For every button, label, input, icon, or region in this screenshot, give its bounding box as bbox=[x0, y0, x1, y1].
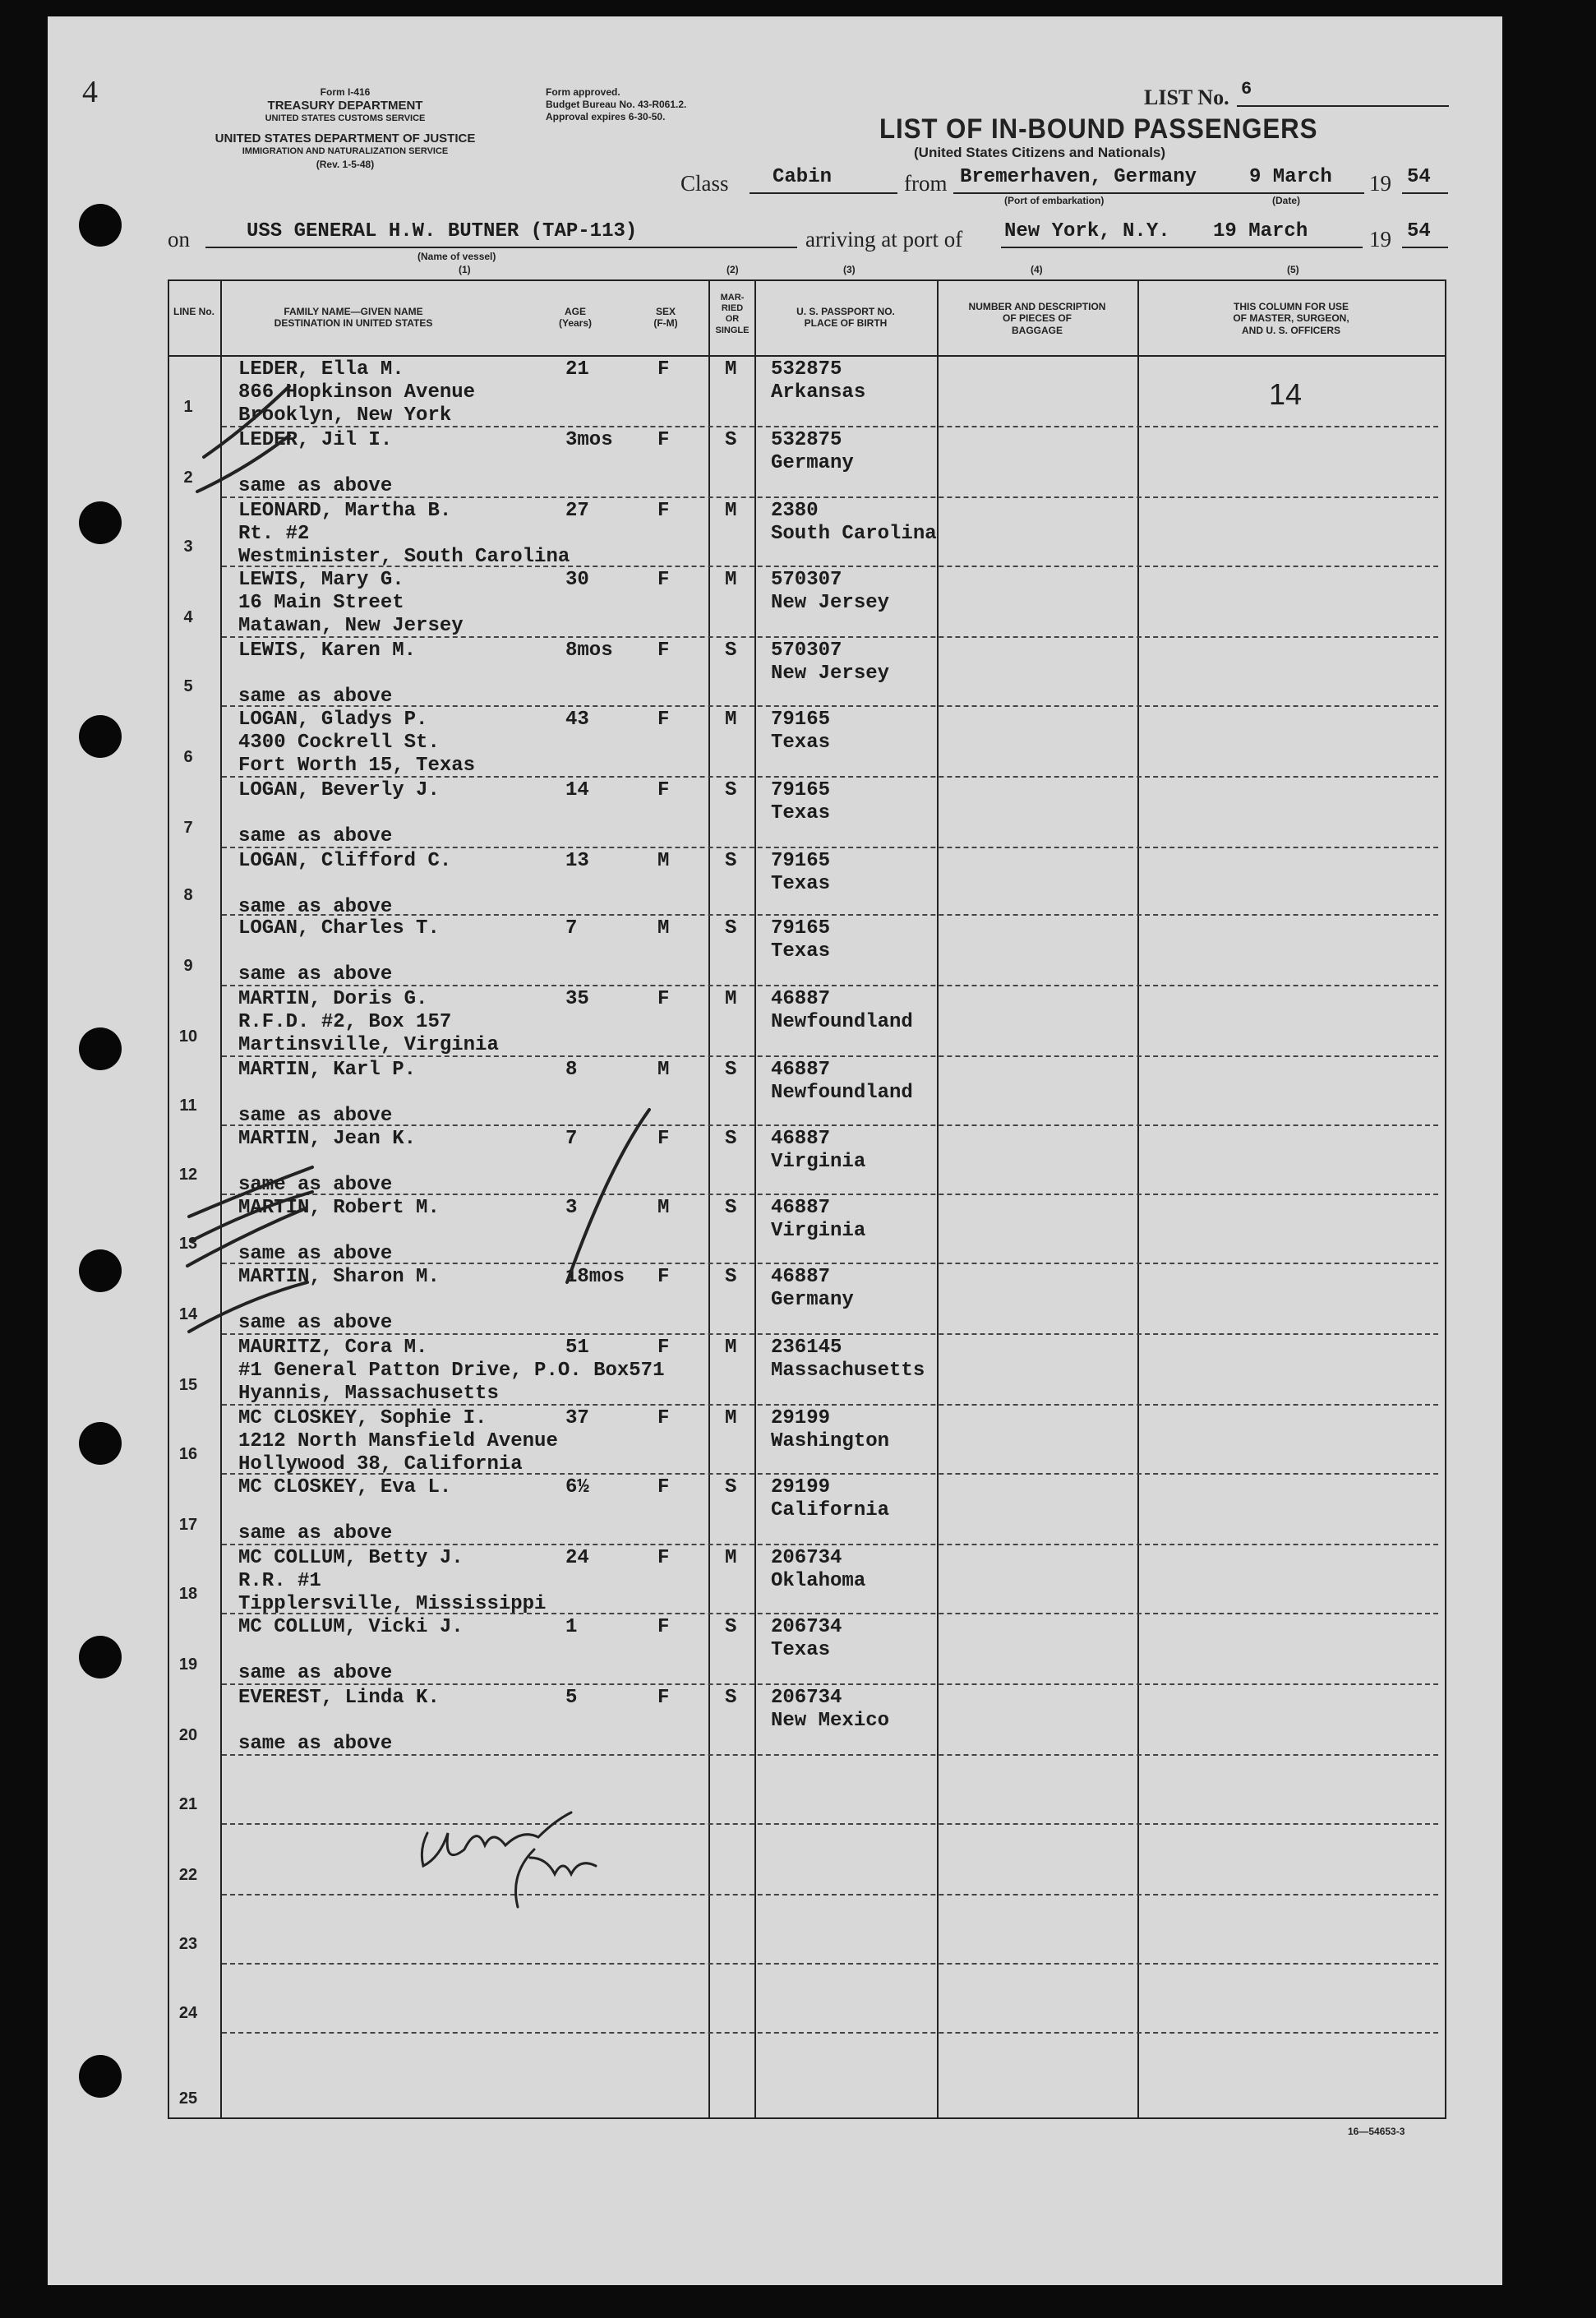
passenger-sex: F bbox=[657, 1337, 670, 1359]
form-title: LIST OF IN-BOUND PASSENGERS bbox=[879, 113, 1318, 145]
punch-hole bbox=[79, 1636, 122, 1678]
passenger-sex: F bbox=[657, 1547, 670, 1569]
passenger-age: 21 bbox=[565, 358, 589, 381]
header-name: FAMILY NAME—GIVEN NAME DESTINATION IN UNITED STATES bbox=[274, 306, 433, 330]
date-caption: (Date) bbox=[1272, 195, 1301, 206]
passenger-marital-status: S bbox=[725, 1059, 737, 1081]
passport-birthplace: 46887 Virginia bbox=[771, 1128, 866, 1173]
passenger-age: 18mos bbox=[565, 1266, 625, 1288]
passport-birthplace: 236145 Massachusetts bbox=[771, 1337, 925, 1382]
passenger-sex: M bbox=[657, 917, 670, 940]
passenger-sex: F bbox=[657, 569, 670, 591]
year-prefix: 19 bbox=[1369, 171, 1391, 196]
passenger-name-destination: LEDER, Ella M. 866 Hopkinson Avenue Brooklyn, New York bbox=[238, 358, 476, 427]
passenger-marital-status: S bbox=[725, 1197, 737, 1219]
class-value: Cabin bbox=[773, 166, 833, 188]
line-number: 2 bbox=[183, 469, 193, 487]
header-married: MAR- RIED OR SINGLE bbox=[715, 293, 750, 335]
handwritten-mark: 4 bbox=[82, 75, 98, 109]
line-number: 13 bbox=[178, 1235, 198, 1253]
passenger-name-destination: LEDER, Jil I. same as above bbox=[238, 429, 393, 497]
row-divider bbox=[222, 1404, 1438, 1406]
line-number: 4 bbox=[183, 608, 193, 626]
row-divider bbox=[222, 2032, 1438, 2034]
list-number-label: LIST No. bbox=[1144, 85, 1229, 109]
row-divider bbox=[222, 1613, 1438, 1614]
passport-birthplace: 79165 Texas bbox=[771, 917, 831, 963]
ins-label: IMMIGRATION AND NATURALIZATION SERVICE bbox=[242, 146, 449, 156]
passenger-marital-status: M bbox=[725, 1337, 737, 1359]
line-number: 16 bbox=[178, 1445, 198, 1463]
passenger-sex: M bbox=[657, 1059, 670, 1081]
vessel-caption: (Name of vessel) bbox=[417, 251, 496, 262]
arrival-port: New York, N.Y. bbox=[1004, 220, 1170, 242]
line-number: 9 bbox=[183, 957, 193, 975]
row-divider bbox=[222, 1683, 1438, 1685]
passenger-name-destination: LOGAN, Clifford C. same as above bbox=[238, 850, 452, 918]
passenger-age: 37 bbox=[565, 1407, 589, 1429]
row-divider bbox=[222, 636, 1438, 638]
passenger-name-destination: LEWIS, Mary G. 16 Main Street Matawan, New Jersey bbox=[238, 569, 464, 637]
passport-birthplace: 206734 New Mexico bbox=[771, 1687, 890, 1732]
form-approved: Form approved. bbox=[546, 86, 620, 98]
table-top-border bbox=[168, 279, 1446, 281]
arriving-label: arriving at port of bbox=[805, 227, 963, 252]
punch-hole bbox=[79, 1027, 122, 1070]
passenger-name-destination: LOGAN, Charles T. same as above bbox=[238, 917, 440, 986]
passenger-age: 5 bbox=[565, 1687, 578, 1709]
passenger-name-destination: MARTIN, Sharon M. same as above bbox=[238, 1266, 440, 1334]
passenger-name-destination: MAURITZ, Cora M. #1 General Patton Drive, P.O. Box571 Hyannis, Massachusetts bbox=[238, 1337, 665, 1405]
budget-bureau: Budget Bureau No. 43-R061.2. bbox=[546, 99, 687, 110]
passenger-marital-status: S bbox=[725, 429, 737, 451]
passenger-name-destination: MARTIN, Doris G. R.F.D. #2, Box 157 Martinsville, Virginia bbox=[238, 988, 499, 1056]
row-divider bbox=[222, 985, 1438, 986]
row-divider bbox=[222, 566, 1438, 567]
on-label: on bbox=[168, 227, 190, 252]
passenger-sex: F bbox=[657, 640, 670, 662]
row-divider bbox=[222, 426, 1438, 427]
passenger-marital-status: M bbox=[725, 500, 737, 522]
passenger-sex: M bbox=[657, 1197, 670, 1219]
passport-birthplace: 79165 Texas bbox=[771, 709, 831, 754]
passenger-name-destination: MARTIN, Robert M. same as above bbox=[238, 1197, 440, 1265]
passenger-age: 13 bbox=[565, 850, 589, 872]
class-label: Class bbox=[680, 171, 729, 196]
line-number: 23 bbox=[178, 1935, 198, 1953]
row-divider bbox=[222, 1263, 1438, 1264]
passenger-marital-status: S bbox=[725, 1616, 737, 1638]
passenger-sex: F bbox=[657, 429, 670, 451]
line-number: 24 bbox=[178, 2004, 198, 2022]
passenger-marital-status: S bbox=[725, 1128, 737, 1150]
line-number: 17 bbox=[178, 1516, 198, 1534]
line-number: 12 bbox=[178, 1166, 198, 1184]
passenger-sex: F bbox=[657, 1266, 670, 1288]
passenger-age: 1 bbox=[565, 1616, 578, 1638]
row-divider bbox=[222, 496, 1438, 498]
arrival-date: 19 March bbox=[1213, 220, 1308, 242]
passenger-marital-status: M bbox=[725, 709, 737, 731]
passenger-marital-status: M bbox=[725, 988, 737, 1010]
passenger-sex: F bbox=[657, 1476, 670, 1498]
passenger-marital-status: M bbox=[725, 569, 737, 591]
passport-birthplace: 46887 Virginia bbox=[771, 1197, 866, 1242]
rev-label: (Rev. 1-5-48) bbox=[316, 159, 375, 170]
line-number: 21 bbox=[178, 1795, 198, 1813]
line-number: 15 bbox=[178, 1376, 198, 1394]
customs-label: UNITED STATES CUSTOMS SERVICE bbox=[265, 113, 426, 123]
passenger-age: 35 bbox=[565, 988, 589, 1010]
passport-birthplace: 2380 South Carolina bbox=[771, 500, 937, 545]
line-number: 5 bbox=[183, 677, 193, 695]
row-divider bbox=[222, 1823, 1438, 1825]
passenger-name-destination: LEONARD, Martha B. Rt. #2 Westminister, South Carolina bbox=[238, 500, 570, 568]
punch-hole bbox=[79, 715, 122, 758]
passenger-age: 3mos bbox=[565, 429, 613, 451]
passenger-name-destination: LOGAN, Beverly J. same as above bbox=[238, 779, 440, 847]
punch-hole bbox=[79, 501, 122, 544]
col-number-4: (4) bbox=[1031, 264, 1043, 275]
passenger-marital-status: S bbox=[725, 640, 737, 662]
year-value: 54 bbox=[1407, 166, 1431, 188]
header-age: AGE (Years) bbox=[558, 306, 593, 330]
passenger-sex: F bbox=[657, 500, 670, 522]
passenger-age: 7 bbox=[565, 1128, 578, 1150]
line-number: 10 bbox=[178, 1027, 198, 1046]
line-number: 6 bbox=[183, 748, 193, 766]
passenger-marital-status: S bbox=[725, 779, 737, 801]
col-number-2: (2) bbox=[727, 264, 739, 275]
row-divider bbox=[222, 1894, 1438, 1895]
passenger-age: 14 bbox=[565, 779, 589, 801]
passenger-sex: F bbox=[657, 1407, 670, 1429]
passenger-marital-status: S bbox=[725, 1687, 737, 1709]
line-number: 11 bbox=[179, 1097, 197, 1115]
line-number: 19 bbox=[178, 1655, 198, 1674]
vessel-name: USS GENERAL H.W. BUTNER (TAP-113) bbox=[247, 220, 638, 242]
passenger-sex: F bbox=[657, 1616, 670, 1638]
line-number: 1 bbox=[183, 398, 193, 416]
punch-hole bbox=[79, 1249, 122, 1292]
embark-caption: (Port of embarkation) bbox=[1004, 195, 1105, 206]
passenger-name-destination: EVEREST, Linda K. same as above bbox=[238, 1687, 440, 1755]
passenger-age: 8mos bbox=[565, 640, 613, 662]
arrival-year: 54 bbox=[1407, 220, 1431, 242]
line-number: 7 bbox=[183, 819, 193, 837]
passenger-sex: M bbox=[657, 850, 670, 872]
passenger-sex: F bbox=[657, 988, 670, 1010]
punch-hole bbox=[79, 1422, 122, 1465]
passenger-name-destination: MARTIN, Karl P. same as above bbox=[238, 1059, 417, 1127]
passenger-name-destination: MC CLOSKEY, Sophie I. 1212 North Mansfield Avenue Hollywood 38, California bbox=[238, 1407, 558, 1475]
col-number-1: (1) bbox=[459, 264, 471, 275]
passenger-age: 43 bbox=[565, 709, 589, 731]
passenger-marital-status: S bbox=[725, 1266, 737, 1288]
passport-birthplace: 79165 Texas bbox=[771, 779, 831, 824]
line-number: 3 bbox=[183, 538, 193, 556]
punch-hole bbox=[79, 204, 122, 247]
passport-birthplace: 46887 Newfoundland bbox=[771, 988, 913, 1033]
passport-birthplace: 206734 Texas bbox=[771, 1616, 842, 1661]
row-divider bbox=[222, 1055, 1438, 1057]
list-number-value: 6 bbox=[1241, 79, 1252, 99]
passenger-marital-status: M bbox=[725, 1407, 737, 1429]
row-divider bbox=[222, 776, 1438, 778]
passenger-age: 6½ bbox=[565, 1476, 589, 1498]
passenger-marital-status: M bbox=[725, 358, 737, 381]
passport-birthplace: 532875 Germany bbox=[771, 429, 854, 474]
row-divider bbox=[222, 1963, 1438, 1965]
row-divider bbox=[222, 1473, 1438, 1475]
passenger-sex: F bbox=[657, 779, 670, 801]
passenger-age: 51 bbox=[565, 1337, 589, 1359]
passenger-marital-status: S bbox=[725, 1476, 737, 1498]
passport-birthplace: 29199 Washington bbox=[771, 1407, 890, 1452]
form-subtitle: (United States Citizens and Nationals) bbox=[914, 145, 1166, 160]
line-number: 14 bbox=[178, 1305, 198, 1323]
passport-birthplace: 79165 Texas bbox=[771, 850, 831, 895]
col-number-3: (3) bbox=[843, 264, 856, 275]
officer-note: 14 bbox=[1269, 377, 1303, 411]
header-sex: SEX (F-M) bbox=[653, 306, 678, 330]
passport-birthplace: 46887 Germany bbox=[771, 1266, 854, 1311]
approval-expires: Approval expires 6-30-50. bbox=[546, 111, 666, 122]
passenger-name-destination: MC COLLUM, Betty J. R.R. #1 Tipplersville, Mississippi bbox=[238, 1547, 547, 1615]
justice-label: UNITED STATES DEPARTMENT OF JUSTICE bbox=[214, 132, 476, 145]
table-header-border bbox=[168, 355, 1446, 357]
header-passport: U. S. PASSPORT NO. PLACE OF BIRTH bbox=[796, 306, 895, 330]
row-divider bbox=[222, 1194, 1438, 1195]
passport-birthplace: 570307 New Jersey bbox=[771, 640, 890, 685]
embarkation-date: 9 March bbox=[1249, 166, 1332, 188]
line-number: 20 bbox=[178, 1726, 198, 1744]
passenger-age: 3 bbox=[565, 1197, 578, 1219]
row-divider bbox=[222, 1124, 1438, 1126]
table-bottom-border bbox=[168, 2117, 1446, 2119]
passenger-sex: F bbox=[657, 1687, 670, 1709]
passenger-marital-status: S bbox=[725, 917, 737, 940]
passport-birthplace: 29199 California bbox=[771, 1476, 890, 1521]
passenger-age: 7 bbox=[565, 917, 578, 940]
treasury-label: TREASURY DEPARTMENT bbox=[267, 99, 423, 113]
passenger-marital-status: M bbox=[725, 1547, 737, 1569]
passenger-age: 30 bbox=[565, 569, 589, 591]
passenger-name-destination: MC COLLUM, Vicki J. same as above bbox=[238, 1616, 464, 1684]
row-divider bbox=[222, 1333, 1438, 1335]
from-label: from bbox=[904, 171, 948, 196]
passenger-marital-status: S bbox=[725, 850, 737, 872]
passenger-name-destination: MC CLOSKEY, Eva L. same as above bbox=[238, 1476, 452, 1545]
passenger-name-destination: LOGAN, Gladys P. 4300 Cockrell St. Fort Worth 15, Texas bbox=[238, 709, 476, 777]
row-divider bbox=[222, 705, 1438, 707]
line-number: 25 bbox=[178, 2089, 198, 2108]
passenger-sex: F bbox=[657, 358, 670, 381]
row-divider bbox=[222, 847, 1438, 848]
punch-hole bbox=[79, 2055, 122, 2098]
header-officers: THIS COLUMN FOR USE OF MASTER, SURGEON, AND U. S. OFFICERS bbox=[1233, 301, 1349, 336]
passport-birthplace: 532875 Arkansas bbox=[771, 358, 866, 404]
row-divider bbox=[222, 914, 1438, 916]
line-number: 18 bbox=[178, 1585, 198, 1603]
col-number-5: (5) bbox=[1287, 264, 1299, 275]
form-number: Form I-416 bbox=[320, 86, 371, 98]
passport-birthplace: 570307 New Jersey bbox=[771, 569, 890, 614]
passport-birthplace: 46887 Newfoundland bbox=[771, 1059, 913, 1104]
passenger-name-destination: MARTIN, Jean K. same as above bbox=[238, 1128, 417, 1196]
footer-code: 16—54653-3 bbox=[1348, 2126, 1405, 2137]
header-line-no: LINE No. bbox=[173, 306, 214, 317]
passenger-age: 8 bbox=[565, 1059, 578, 1081]
passport-birthplace: 206734 Oklahoma bbox=[771, 1547, 866, 1592]
header-baggage: NUMBER AND DESCRIPTION OF PIECES OF BAGGAGE bbox=[968, 301, 1106, 336]
row-divider bbox=[222, 1754, 1438, 1756]
line-number: 8 bbox=[183, 886, 193, 904]
passenger-name-destination: LEWIS, Karen M. same as above bbox=[238, 640, 417, 708]
passenger-sex: F bbox=[657, 1128, 670, 1150]
embarkation-port: Bremerhaven, Germany bbox=[960, 166, 1197, 188]
line-number: 22 bbox=[178, 1866, 198, 1884]
row-divider bbox=[222, 1544, 1438, 1545]
passenger-sex: F bbox=[657, 709, 670, 731]
arrival-year-prefix: 19 bbox=[1369, 227, 1391, 252]
passenger-age: 27 bbox=[565, 500, 589, 522]
passenger-age: 24 bbox=[565, 1547, 589, 1569]
